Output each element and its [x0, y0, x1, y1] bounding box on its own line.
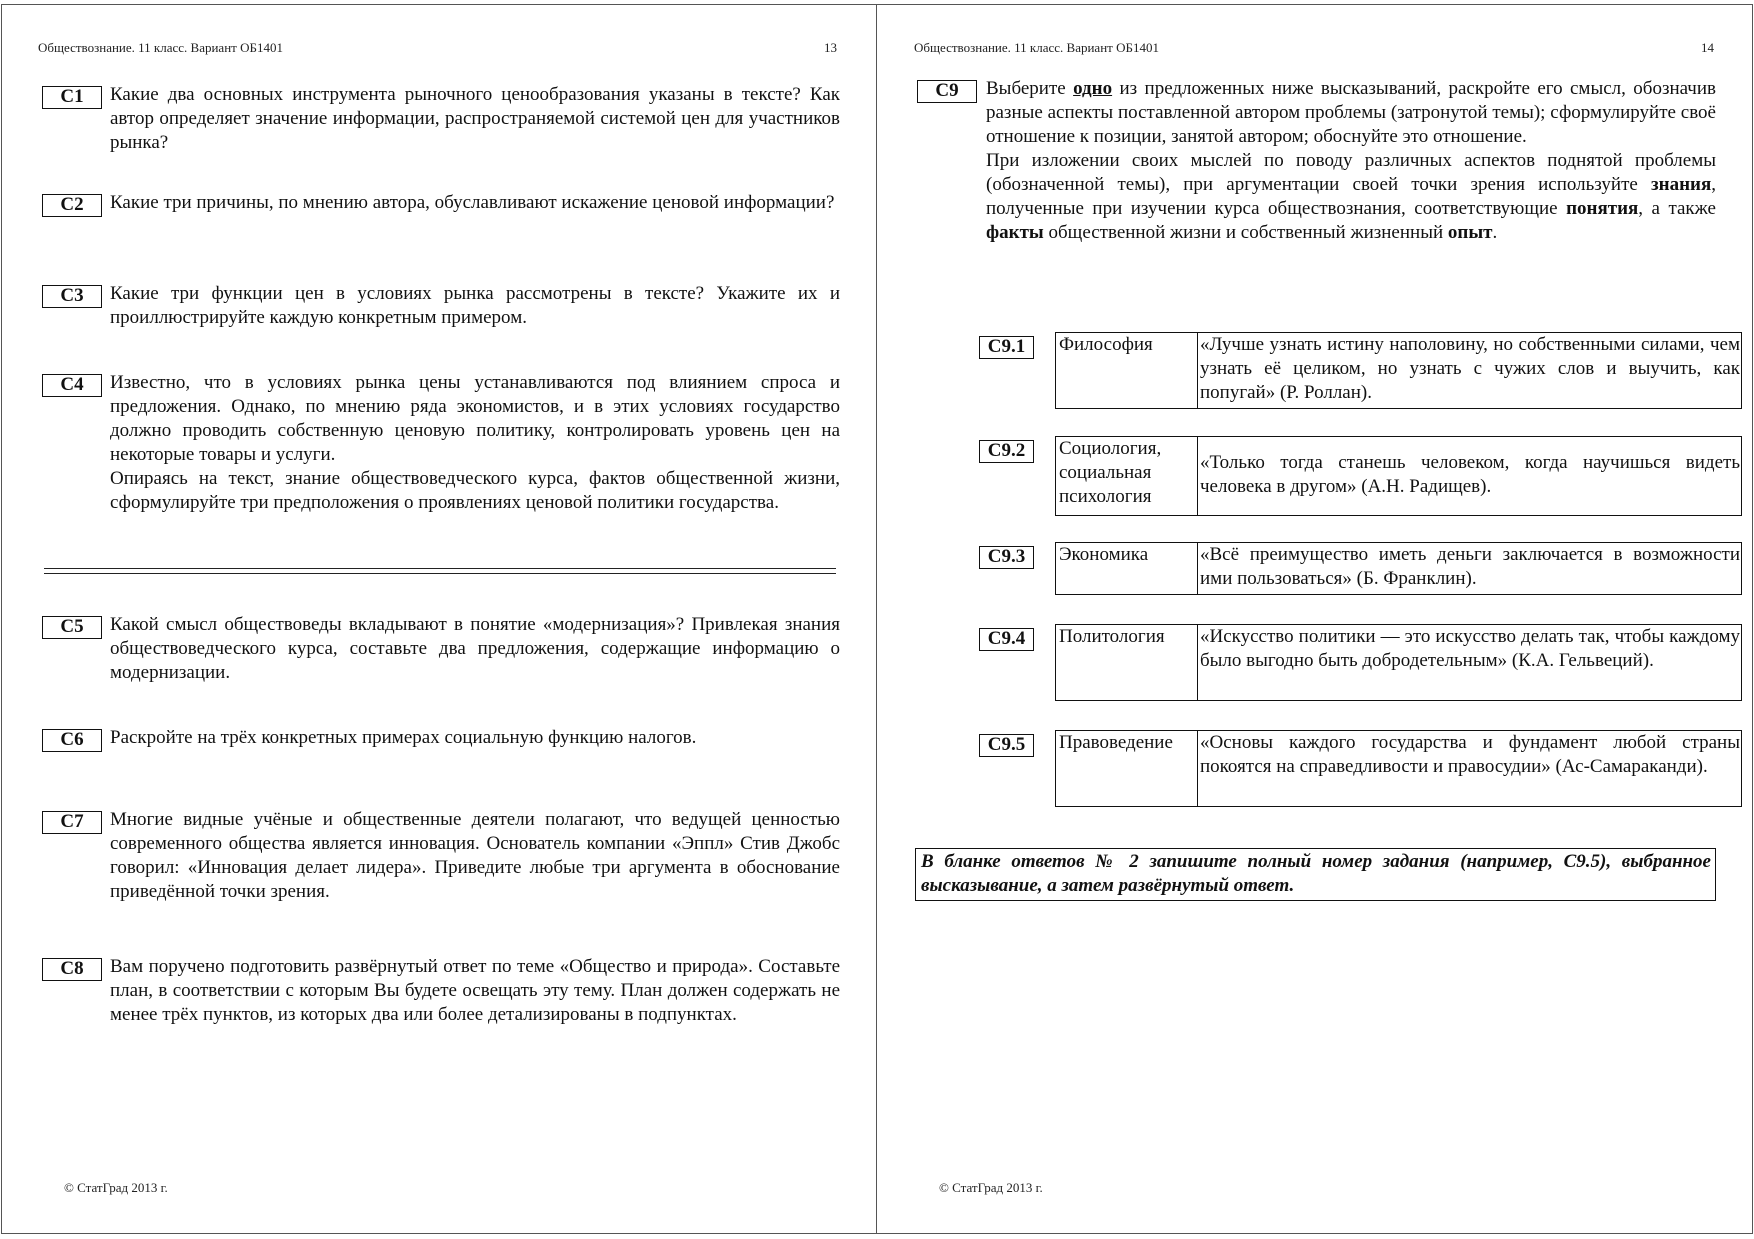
option-label: C9.5 — [979, 734, 1034, 757]
task-label: C5 — [42, 616, 102, 639]
task-text — [110, 191, 840, 215]
task-text — [110, 371, 840, 515]
task-label: C6 — [42, 729, 102, 752]
task-paragraph: Какие два основных инструмента рыночного ценообразования указаны в тексте? Как автор определяет значение информации, распространяемой системой цен для участников рынка? — [110, 84, 840, 153]
option-label: C9.4 — [979, 628, 1034, 651]
option-field: Политология — [1056, 625, 1198, 700]
option-quote: «Основы каждого государства и фундамент любой страны покоятся на справедливости и правосудии» (Ас-Самараканди). — [1200, 732, 1740, 777]
answer-instruction: В бланке ответов № 2 запишите полный номер задания (например, С9.5), выбранное высказывание, а затем развёрнутый ответ. — [915, 848, 1716, 901]
task-text — [986, 77, 1716, 245]
task-text — [110, 282, 840, 330]
page-header: Обществознание. 11 класс. Вариант ОБ1401 — [38, 40, 283, 55]
task-paragraph: Раскройте на трёх конкретных примерах социальную функцию налогов. — [110, 727, 697, 748]
page-footer: © СтатГрад 2013 г. — [64, 1180, 168, 1195]
option-label: C9.3 — [979, 546, 1034, 569]
task-label: C1 — [42, 86, 102, 109]
option-label: C9.1 — [979, 336, 1034, 359]
task-paragraph: Опираясь на текст, знание обществоведческого курса, фактов общественной жизни, сформулируйте три предположения о проявлениях ценовой политики государства. — [110, 468, 840, 513]
para-text: , полученные при изучении курса обществознания, соответствующие — [986, 174, 1716, 219]
option-box — [1055, 332, 1742, 409]
option-quote: «Искусство политики — это искусство делать так, чтобы каждому было выгодно быть добродетельным» (К.А. Гельвеций). — [1200, 626, 1740, 671]
para-text: . — [1492, 222, 1498, 243]
page-footer: © СтатГрад 2013 г. — [939, 1180, 1043, 1195]
para-text: , а также — [1638, 198, 1716, 219]
task-label: C9 — [917, 80, 977, 103]
option-box — [1055, 436, 1742, 516]
page-13 — [1, 4, 877, 1234]
emphasis-one: одно — [1073, 78, 1113, 99]
option-quote: «Лучше узнать истину наполовину, но собственными силами, чем узнать её целиком, но узнать с чужих слов и выучить, как попугай» (Р. Роллан). — [1200, 334, 1740, 403]
task-text — [110, 613, 840, 685]
task-paragraph: Многие видные учёные и общественные деятели полагают, что ведущей ценностью современного общества является инновация. Основатель компании «Эппл» Стив Джобс говорил: «Инновация делает лидера». Приведите любые три аргумента в обоснование приведённой точки зрения. — [110, 809, 840, 902]
option-quote: «Только тогда станешь человеком, когда научишься видеть человека в другом» (А.Н. Радищев). — [1200, 452, 1740, 497]
task-paragraph: Вам поручено подготовить развёрнутый ответ по теме «Общество и природа». Составьте план, в соответствии с которым Вы будете освещать эту тему. План должен содержать не менее трёх пунктов, из которых два или более детализированы в подпунктах. — [110, 956, 840, 1025]
page-14 — [876, 4, 1753, 1234]
bold-term: понятия — [1566, 198, 1639, 219]
option-box — [1055, 624, 1742, 701]
task-label: C7 — [42, 811, 102, 834]
option-field: Правоведение — [1056, 731, 1198, 806]
bold-term: знания — [1650, 174, 1712, 195]
task-text — [110, 83, 840, 155]
intro-text: Выберите — [986, 78, 1074, 99]
intro-text: из предложенных ниже высказываний, раскройте его смысл, обозначив разные аспекты поставленной автором проблемы (затронутой темы); сформулируйте своё отношение к позиции, занятой автором; обоснуйте это отношение. — [986, 78, 1716, 147]
page-number: 13 — [824, 40, 837, 55]
page-header: Обществознание. 11 класс. Вариант ОБ1401 — [914, 40, 1159, 55]
task-text — [110, 808, 840, 904]
task-paragraph: Какой смысл обществоведы вкладывают в понятие «модернизация»? Привлекая знания обществоведческого курса, составьте два предложения, содержащие информацию о модернизации. — [110, 614, 840, 683]
option-field: Экономика — [1056, 543, 1198, 594]
option-field: Философия — [1056, 333, 1198, 408]
task-paragraph: Известно, что в условиях рынка цены устанавливаются под влиянием спроса и предложения. Однако, по мнению ряда экономистов, и в этих условиях государство должно проводить собственную ценовую политику, контролировать уровень цен на некоторые товары и услуги. — [110, 372, 840, 465]
option-quote: «Всё преимущество иметь деньги заключается в возможности ими пользоваться» (Б. Франклин). — [1200, 544, 1740, 589]
para-text: общественной жизни и собственный жизненный — [1043, 222, 1448, 243]
option-box — [1055, 730, 1742, 807]
option-box — [1055, 542, 1742, 595]
task-label: C4 — [42, 374, 102, 397]
task-text — [110, 955, 840, 1027]
task-label: C3 — [42, 285, 102, 308]
task-paragraph — [986, 149, 1716, 245]
page-number: 14 — [1701, 40, 1714, 55]
para-text: При изложении своих мыслей по поводу различных аспектов поднятой проблемы (обозначенной темы), при аргументации своей точки зрения используйте — [986, 150, 1716, 195]
bold-term: факты — [986, 222, 1044, 243]
task-text — [110, 726, 840, 750]
option-field: Социология, социальная психология — [1056, 437, 1198, 515]
task-paragraph — [986, 77, 1716, 149]
option-label: C9.2 — [979, 440, 1034, 463]
section-divider — [44, 568, 836, 574]
task-paragraph: Какие три причины, по мнению автора, обуславливают искажение ценовой информации? — [110, 192, 835, 213]
bold-term: опыт — [1447, 222, 1493, 243]
task-label: C2 — [42, 194, 102, 217]
task-paragraph: Какие три функции цен в условиях рынка рассмотрены в тексте? Укажите их и проиллюстрируйте каждую конкретным примером. — [110, 283, 840, 328]
task-label: C8 — [42, 958, 102, 981]
